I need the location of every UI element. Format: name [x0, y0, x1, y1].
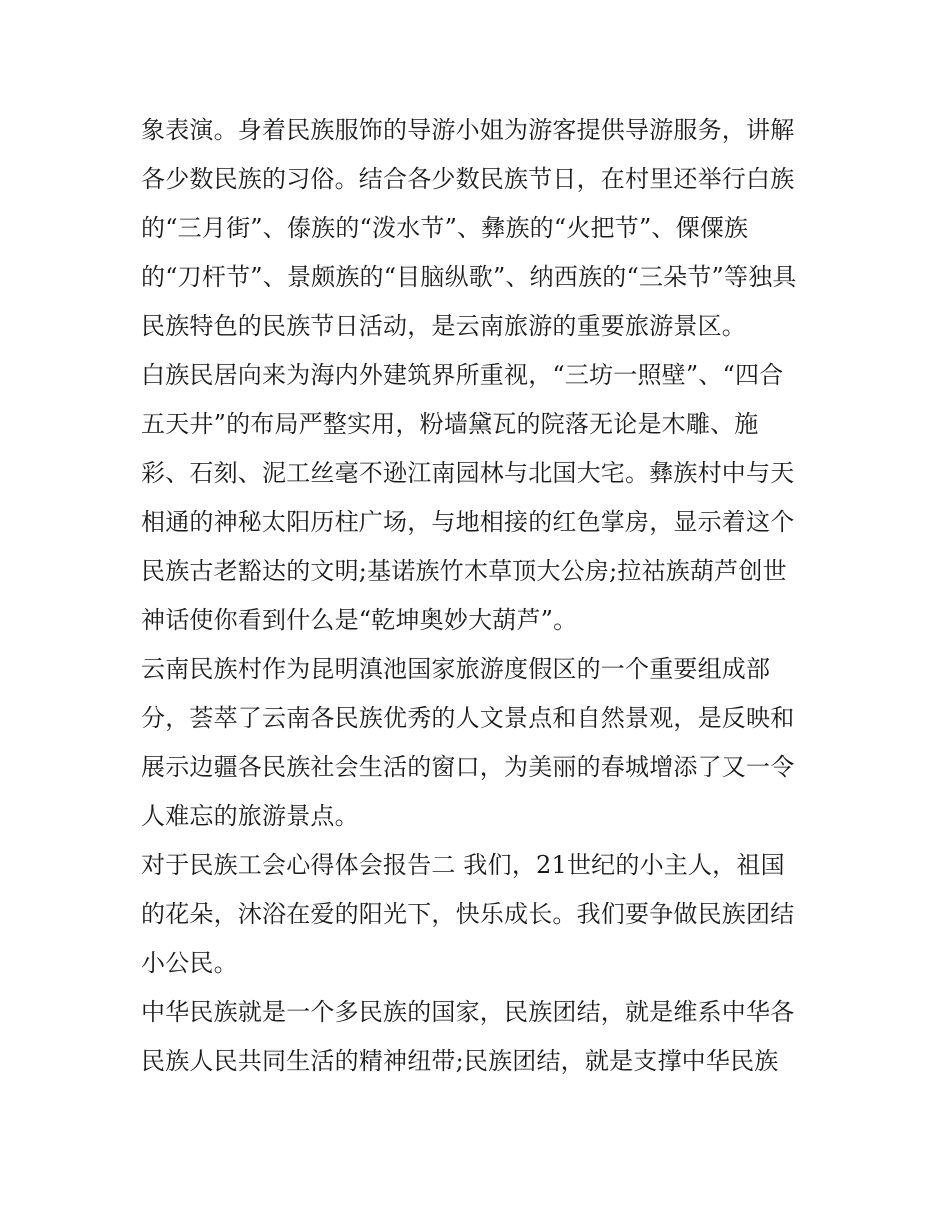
text-line: 民族特色的民族节日活动，是云南旅游的重要旅游景区。: [141, 312, 746, 340]
text-line: 对于民族工会心得体会报告二 我们，21世纪的小主人，祖国: [141, 851, 785, 879]
paragraph-5: [141, 988, 821, 1086]
paragraph-1: [141, 106, 821, 351]
text-line: 相通的神秘太阳历柱广场，与地相接的红色掌房，显示着这个: [141, 508, 795, 536]
paragraph-4: [141, 841, 821, 988]
paragraph-3: [141, 645, 821, 841]
text-line: 的“刀杆节”、景颇族的“目脑纵歌”、纳西族的“三朵节”等独具: [141, 263, 797, 291]
text-line: 的花朵，沐浴在爱的阳光下，快乐成长。我们要争做民族团结: [141, 900, 795, 928]
text-line: 民族人民共同生活的精神纽带;民族团结，就是支撑中华民族: [141, 1047, 779, 1075]
text-line: 白族民居向来为海内外建筑界所重视，“三坊一照壁”、“四合: [141, 361, 784, 389]
text-line: 彩、石刻、泥工丝毫不逊江南园林与北国大宅。彝族村中与天: [141, 459, 795, 487]
document-body: [141, 106, 821, 1086]
text-line: 人难忘的旅游景点。: [141, 802, 359, 830]
text-line: 分，荟萃了云南各民族优秀的人文景点和自然景观，是反映和: [141, 704, 795, 732]
text-line: 五天井”的布局严整实用，粉墙黛瓦的院落无论是木雕、施: [141, 410, 759, 438]
text-line: 云南民族村作为昆明滇池国家旅游度假区的一个重要组成部: [141, 655, 771, 683]
text-line: 的“三月街”、傣族的“泼水节”、彝族的“火把节”、傈僳族: [141, 214, 749, 242]
text-line: 民族古老豁达的文明;基诺族竹木草顶大公房;拉祜族葫芦创世: [141, 557, 787, 585]
text-line: 小公民。: [141, 949, 238, 977]
text-line: 中华民族就是一个多民族的国家，民族团结，就是维系中华各: [141, 998, 795, 1026]
paragraph-2: [141, 351, 821, 645]
text-line: 各少数民族的习俗。结合各少数民族节日，在村里还举行白族: [141, 165, 795, 193]
text-line: 展示边疆各民族社会生活的窗口，为美丽的春城增添了又一令: [141, 753, 795, 781]
text-line: 神话使你看到什么是“乾坤奥妙大葫芦”。: [141, 606, 578, 634]
text-line: 象表演。身着民族服饰的导游小姐为游客提供导游服务，讲解: [141, 116, 795, 144]
